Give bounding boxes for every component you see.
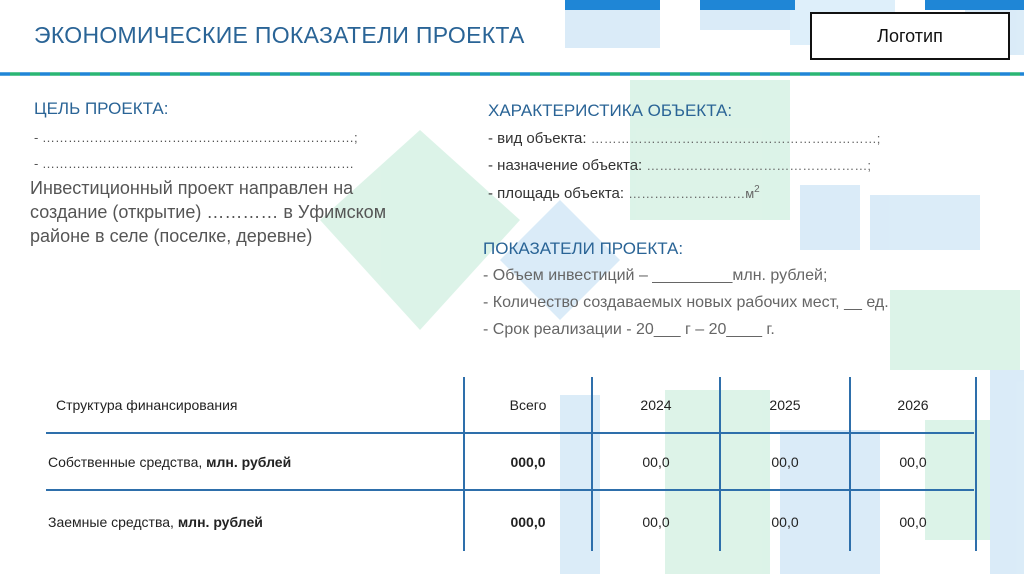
goal-line-2: - ……………………………………………………………… [34, 156, 354, 171]
indicators-heading: ПОКАЗАТЕЛИ ПРОЕКТА: [483, 239, 684, 258]
page-title: ЭКОНОМИЧЕСКИЕ ПОКАЗАТЕЛИ ПРОЕКТА [34, 22, 525, 48]
table-row-label [48, 454, 291, 470]
object-purpose-fill: ……………………………………………; [646, 158, 872, 173]
object-purpose-line [488, 157, 871, 174]
table-header-year-3: 2026 [897, 397, 929, 413]
table-cell: 00,0 [771, 454, 799, 470]
object-type-label: - вид объекта: [488, 130, 587, 147]
indicator-investment: - Объем инвестиций – _________млн. рублей; [483, 267, 828, 284]
table-header-total: Всего [509, 397, 547, 413]
goal-line-1: - ………………………………………………………………; [34, 130, 358, 145]
table-header-year-1: 2024 [640, 397, 672, 413]
table-col-divider [975, 377, 977, 551]
row-label-unit: млн. рублей [206, 454, 292, 470]
dashed-divider [0, 72, 1024, 76]
table-cell: 00,0 [642, 454, 670, 470]
object-type-fill: …………………………………………………………; [590, 131, 881, 146]
goal-description: Инвестиционный проект направлен на создание (открытие) ………… в Уфимском районе в селе (поселке, деревне) [30, 178, 387, 246]
table-cell-total: 000,0 [510, 454, 546, 470]
object-area-line [488, 184, 760, 202]
row-label-text: Собственные средства, [48, 454, 207, 470]
object-heading: ХАРАКТЕРИСТИКА ОБЪЕКТА: [488, 101, 733, 120]
goal-heading: ЦЕЛЬ ПРОЕКТА: [34, 99, 169, 118]
row-label-text: Заемные средства, [48, 514, 178, 530]
table-row-label [48, 514, 263, 530]
logo-placeholder: Логотип [810, 12, 1010, 60]
area-unit-superscript: 2 [754, 184, 760, 195]
table-header-year-2: 2025 [769, 397, 801, 413]
indicator-jobs: - Количество создаваемых новых рабочих мест, __ ед. [483, 294, 889, 311]
table-cell-total: 000,0 [510, 514, 546, 530]
table-row-divider [46, 489, 974, 491]
table-header-divider [46, 432, 974, 434]
object-area-label: - площадь объекта: [488, 185, 625, 202]
object-purpose-label: - назначение объекта: [488, 157, 643, 174]
table-header-label: Структура финансирования [56, 397, 238, 413]
table-cell: 00,0 [642, 514, 670, 530]
object-area-fill: ………………………м [628, 186, 755, 201]
object-type-line [488, 130, 880, 147]
table-cell: 00,0 [899, 454, 927, 470]
indicator-term: - Срок реализации - 20___ г – 20____ г. [483, 321, 775, 338]
table-cell: 00,0 [899, 514, 927, 530]
table-cell: 00,0 [771, 514, 799, 530]
row-label-unit: млн. рублей [177, 514, 263, 530]
